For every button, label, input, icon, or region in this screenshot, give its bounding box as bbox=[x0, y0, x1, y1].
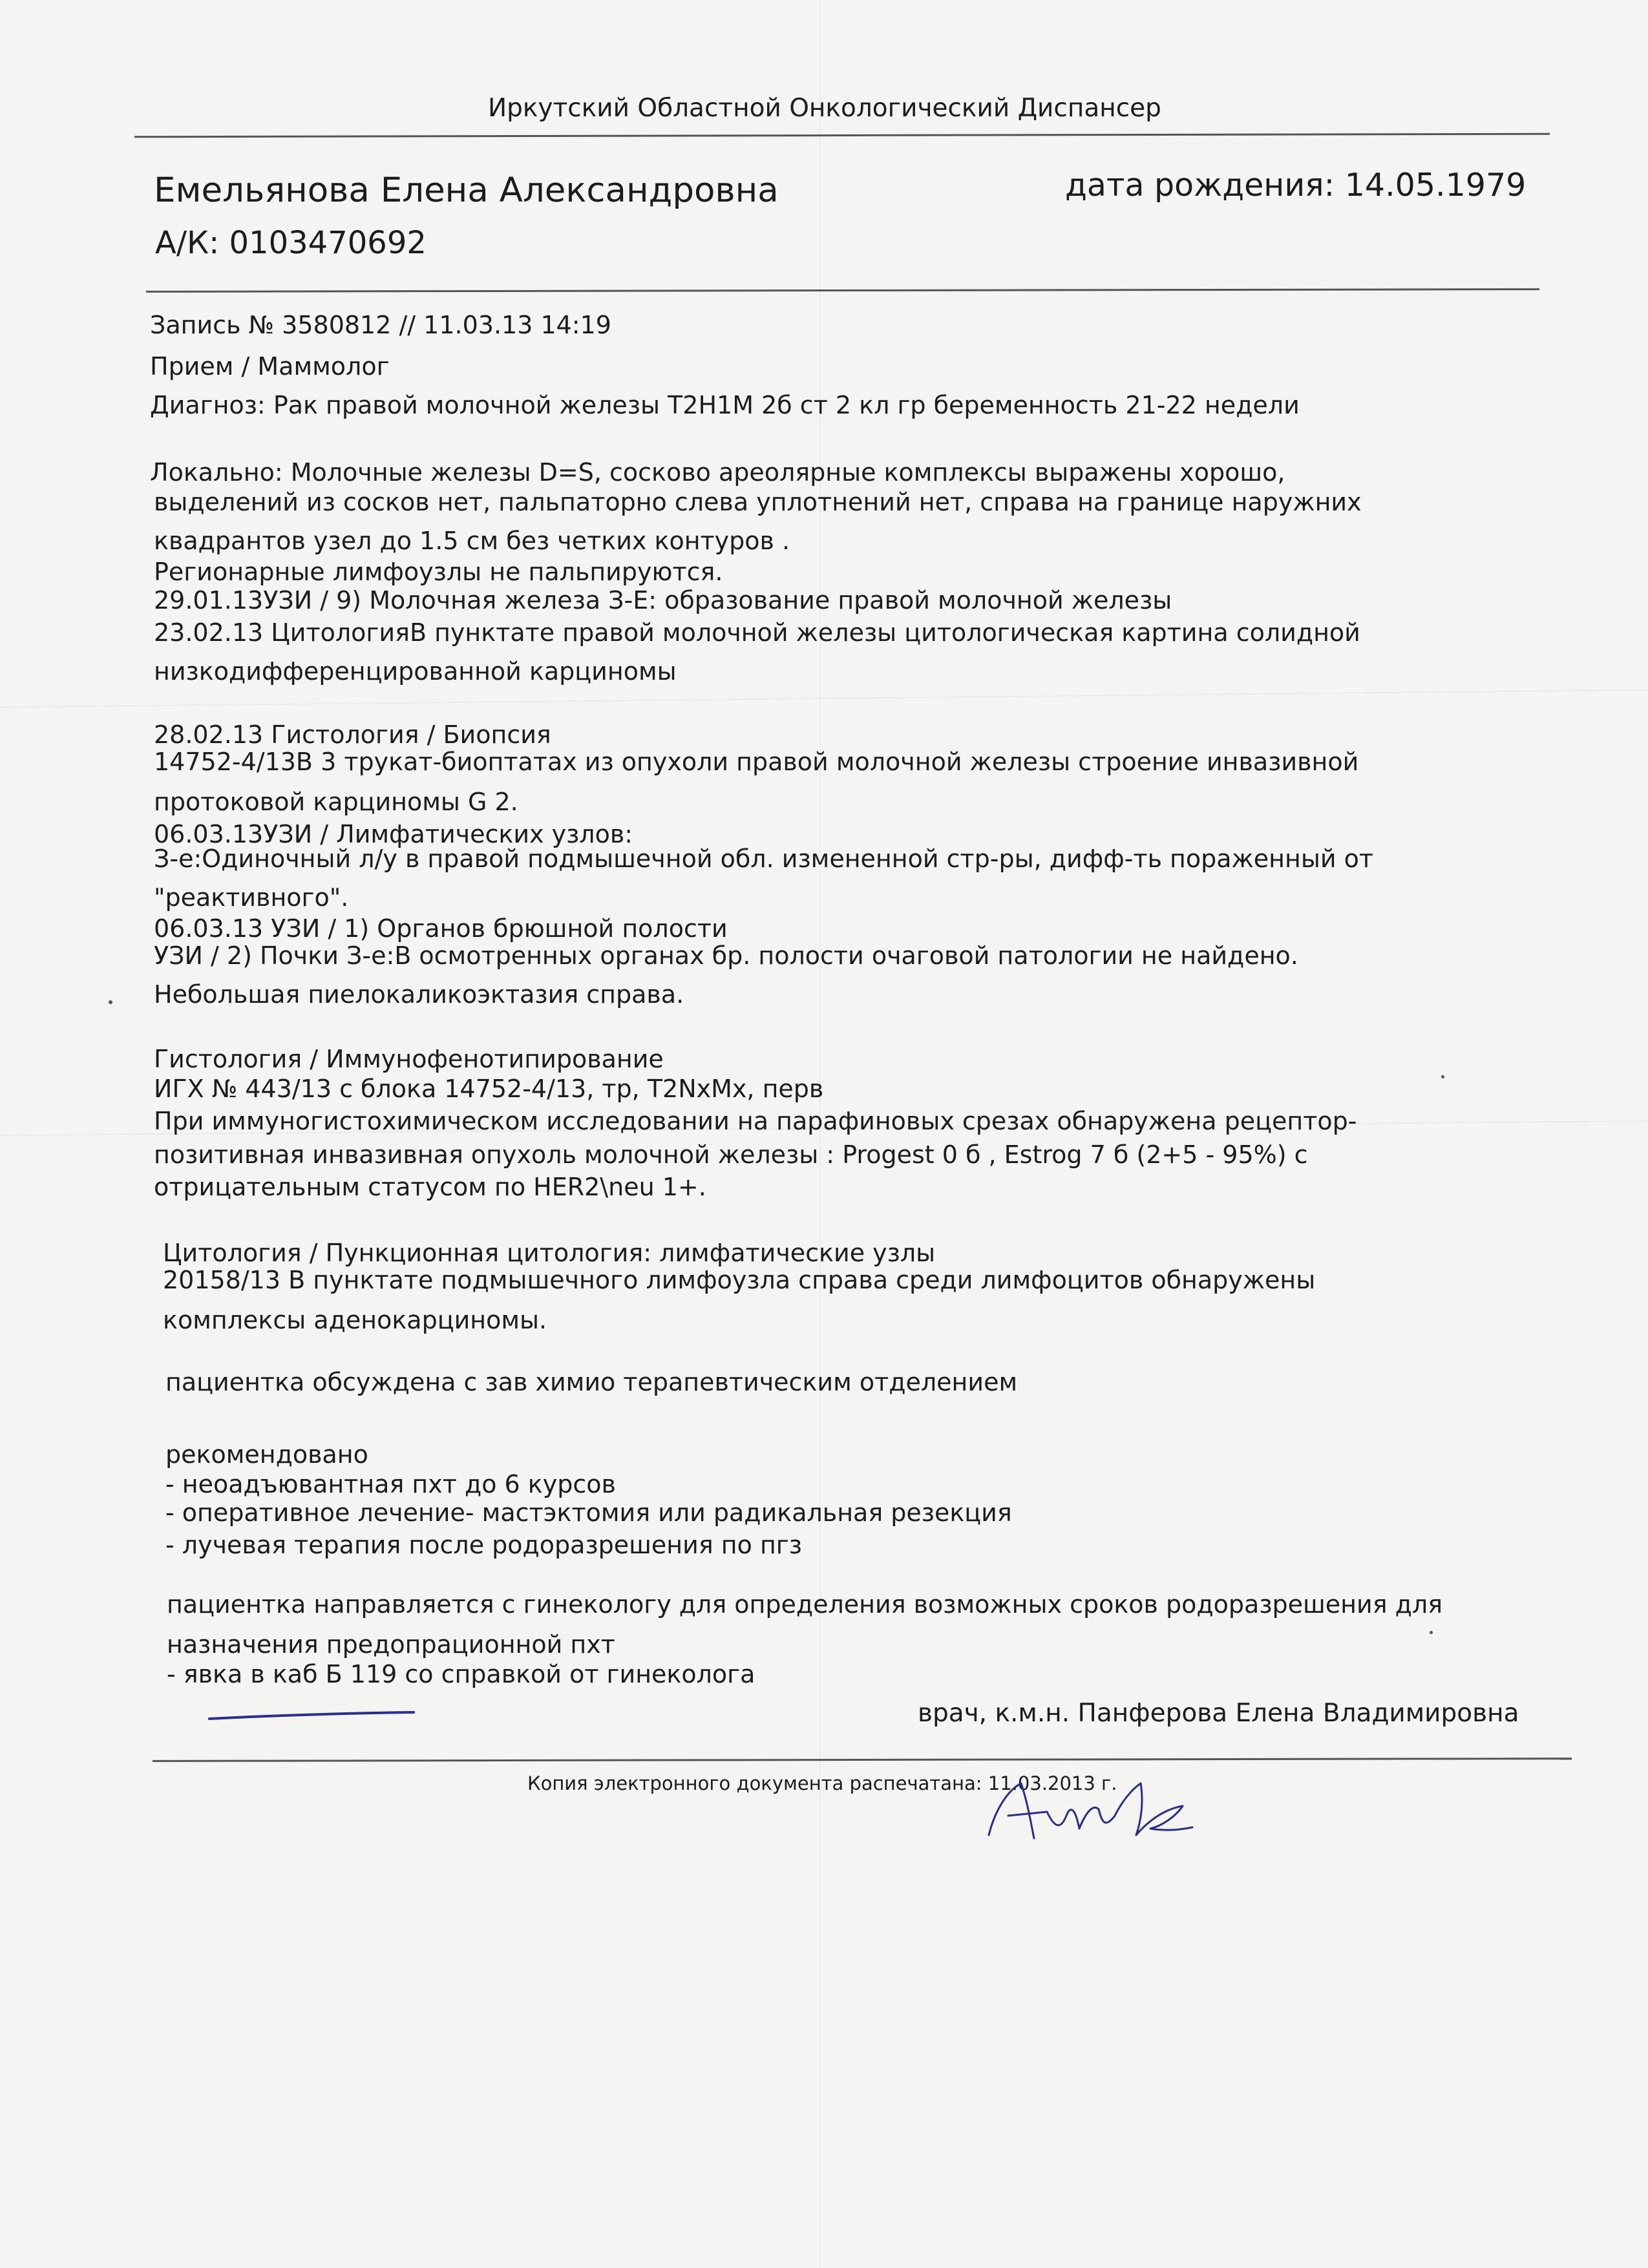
record-line: рекомендовано bbox=[165, 1440, 368, 1469]
recommendation-item: - оперативное лечение- мастэктомия или радикальная резекция bbox=[165, 1498, 1012, 1527]
patient-name: Емельянова Елена Александровна bbox=[154, 171, 779, 210]
handwritten-signature bbox=[969, 1764, 1202, 1854]
record-line: Запись № 3580812 // 11.03.13 14:19 bbox=[150, 311, 611, 339]
institution-header: Иркутский Областной Онкологический Диспансер bbox=[488, 94, 1161, 123]
record-line: пациентка направляется с гинекологу для определения возможных сроков родоразрешения для bbox=[167, 1590, 1443, 1619]
footer-rule bbox=[153, 1758, 1572, 1762]
recommendation-item: - лучевая терапия после родоразрешения по пгз bbox=[165, 1531, 802, 1559]
record-line: "реактивного". bbox=[154, 883, 349, 912]
record-line: 28.02.13 Гистология / Биопсия bbox=[154, 720, 551, 749]
record-line: З-е:Одиночный л/у в правой подмышечной обл. измененной стр-ры, дифф-ть пораженный от bbox=[154, 845, 1374, 873]
patient-rule bbox=[146, 288, 1539, 293]
record-line: протоковой карциномы G 2. bbox=[154, 788, 518, 816]
record-line: Локально: Молочные железы D=S, сосково ареолярные комплексы выражены хорошо, bbox=[150, 458, 1285, 487]
record-line: 29.01.13УЗИ / 9) Молочная железа З-Е: образование правой молочной железы bbox=[154, 586, 1172, 614]
record-line: комплексы аденокарциномы. bbox=[163, 1306, 547, 1334]
recommendation-item: - неоадъювантная пхт до 6 курсов bbox=[165, 1470, 616, 1498]
record-line: позитивная инвазивная опухоль молочной железы : Progest 0 б , Estrog 7 б (2+5 - 95%) с bbox=[154, 1140, 1308, 1169]
print-copy-note: Копия электронного документа распечатана: 11.03.2013 г. bbox=[527, 1772, 1117, 1794]
record-line: пациентка обсуждена с зав химио терапевтическим отделением bbox=[165, 1368, 1018, 1396]
paper-speck bbox=[1441, 1075, 1444, 1078]
record-line: 23.02.13 ЦитологияВ пунктате правой молочной железы цитологическая картина солидной bbox=[154, 618, 1360, 647]
record-line: Гистология / Иммунофенотипирование bbox=[154, 1045, 664, 1073]
patient-birth-date: дата рождения: 14.05.1979 bbox=[1065, 167, 1527, 204]
record-line: Регионарные лимфоузлы не пальпируются. bbox=[154, 558, 723, 586]
record-line: - явка в каб Б 119 со справкой от гинеколога bbox=[167, 1660, 755, 1688]
record-line: 14752-4/13В 3 трукат-биоптатах из опухоли правой молочной железы строение инвазивной bbox=[154, 748, 1359, 776]
record-line: ИГХ № 443/13 с блока 14752-4/13, тр, T2NxMx, перв bbox=[154, 1075, 824, 1103]
record-line: Цитология / Пункционная цитология: лимфатические узлы bbox=[163, 1239, 936, 1267]
paper-fold bbox=[0, 689, 1648, 708]
pen-underline bbox=[208, 1706, 415, 1725]
record-line: назначения предопрационной пхт bbox=[167, 1630, 615, 1659]
paper-speck bbox=[1430, 1631, 1433, 1634]
record-line: низкодифференцированной карциномы bbox=[154, 657, 677, 686]
record-line: 20158/13 В пунктате подмышечного лимфоузла справа среди лимфоцитов обнаружены bbox=[163, 1266, 1316, 1294]
record-line: квадрантов узел до 1.5 см без четких контуров . bbox=[154, 527, 790, 555]
record-line: выделений из сосков нет, пальпаторно слева уплотнений нет, справа на границе наружних bbox=[154, 488, 1362, 516]
diagnosis-line: Диагноз: Рак правой молочной железы Т2Н1М 2б ст 2 кл гр беременность 21-22 недели bbox=[150, 391, 1300, 419]
doctor-signature-line: врач, к.м.н. Панферова Елена Владимировна bbox=[918, 1699, 1519, 1728]
header-rule bbox=[134, 133, 1550, 138]
record-line: Прием / Маммолог bbox=[150, 352, 390, 381]
record-line: 06.03.13 УЗИ / 1) Органов брюшной полости bbox=[154, 914, 728, 943]
record-line: отрицательным статусом по HER2\neu 1+. bbox=[154, 1173, 706, 1201]
record-line: Небольшая пиелокаликоэктазия справа. bbox=[154, 980, 684, 1009]
patient-card-number: А/К: 0103470692 bbox=[155, 225, 427, 261]
record-line: При иммуногистохимическом исследовании на парафиновых срезах обнаружена рецептор- bbox=[154, 1107, 1357, 1135]
record-line: 06.03.13УЗИ / Лимфатических узлов: bbox=[154, 820, 633, 848]
record-line: УЗИ / 2) Почки З-е:В осмотренных органах бр. полости очаговой патологии не найдено. bbox=[154, 941, 1298, 970]
paper-speck bbox=[109, 1000, 112, 1004]
